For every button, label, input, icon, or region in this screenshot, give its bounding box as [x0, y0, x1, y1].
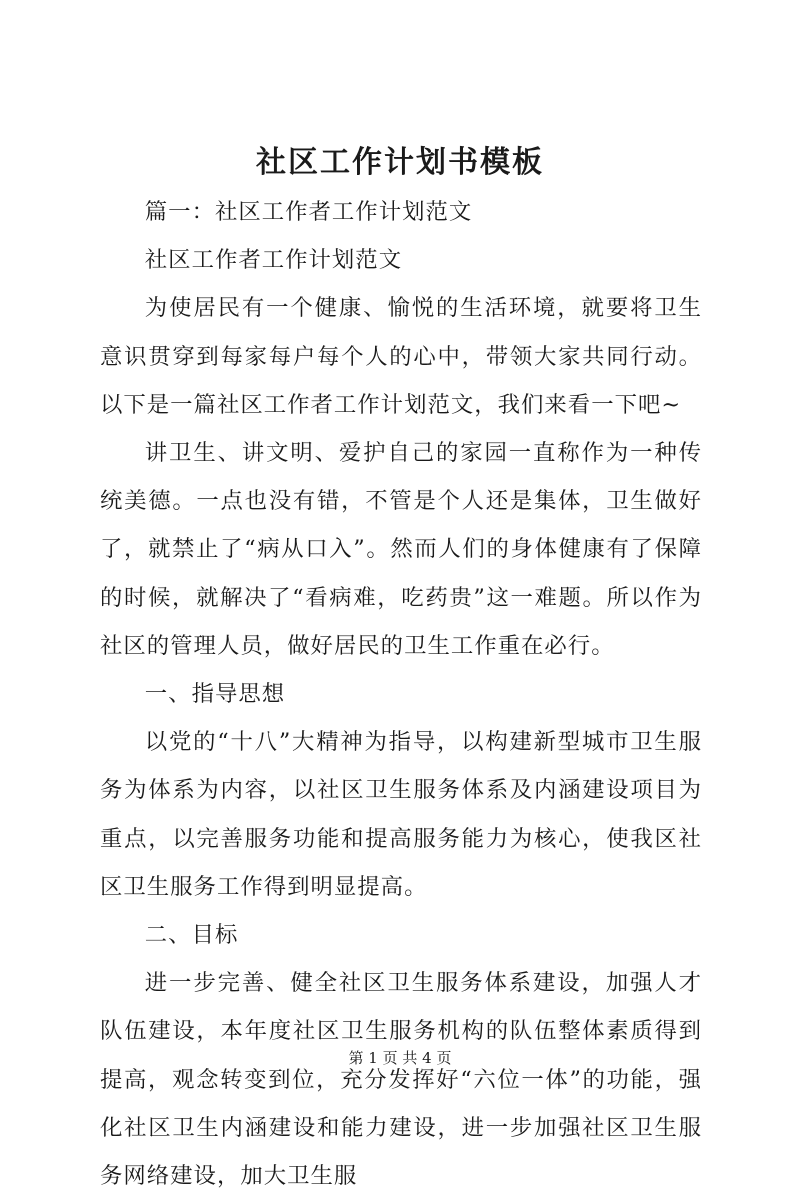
page-footer: 第 1 页 共 4 页: [348, 1049, 452, 1067]
goals-paragraph: 进一步完善、健全社区卫生服务体系建设，加强人才队伍建设，本年度社区卫生服务机构的队伍整体素质得到提高，观念转变到位，充分发挥好“六位一体”的功能，强化社区卫生内涵建设和能力建设，进一步加强社区卫生服务网络建设，加大卫生服: [100, 970, 702, 1190]
subtitle: 社区工作者工作计划范文: [144, 247, 403, 274]
document-title: 社区工作计划书模板: [256, 145, 544, 180]
section-heading-part-one: 篇一：社区工作者工作计划范文: [144, 199, 473, 225]
heading-goals: 二、目标: [144, 922, 239, 949]
background-paragraph: 讲卫生、讲文明、爱护自己的家园一直称作为一种传统美德。一点也没有错，不管是个人还是集体，卫生做好了，就禁止了“病从口入”。然而人们的身体健康有了保障的时候，就解决了“看病难，吃药贵”这一难题。所以作为社区的管理人员，做好居民的卫生工作重在必行。: [100, 440, 702, 659]
intro-paragraph: 为使居民有一个健康、愉悦的生活环境，就要将卫生意识贯穿到每家每户每个人的心中，带领大家共同行动。以下是一篇社区工作者工作计划范文，我们来看一下吧~: [100, 295, 702, 418]
guiding-ideology-paragraph: 以党的“十八”大精神为指导，以构建新型城市卫生服务为体系为内容，以社区卫生服务体系及内涵建设项目为重点，以完善服务功能和提高服务能力为核心，使我区社区卫生服务工作得到明显提高。: [100, 729, 702, 900]
heading-guiding-ideology: 一、指导思想: [144, 681, 286, 708]
